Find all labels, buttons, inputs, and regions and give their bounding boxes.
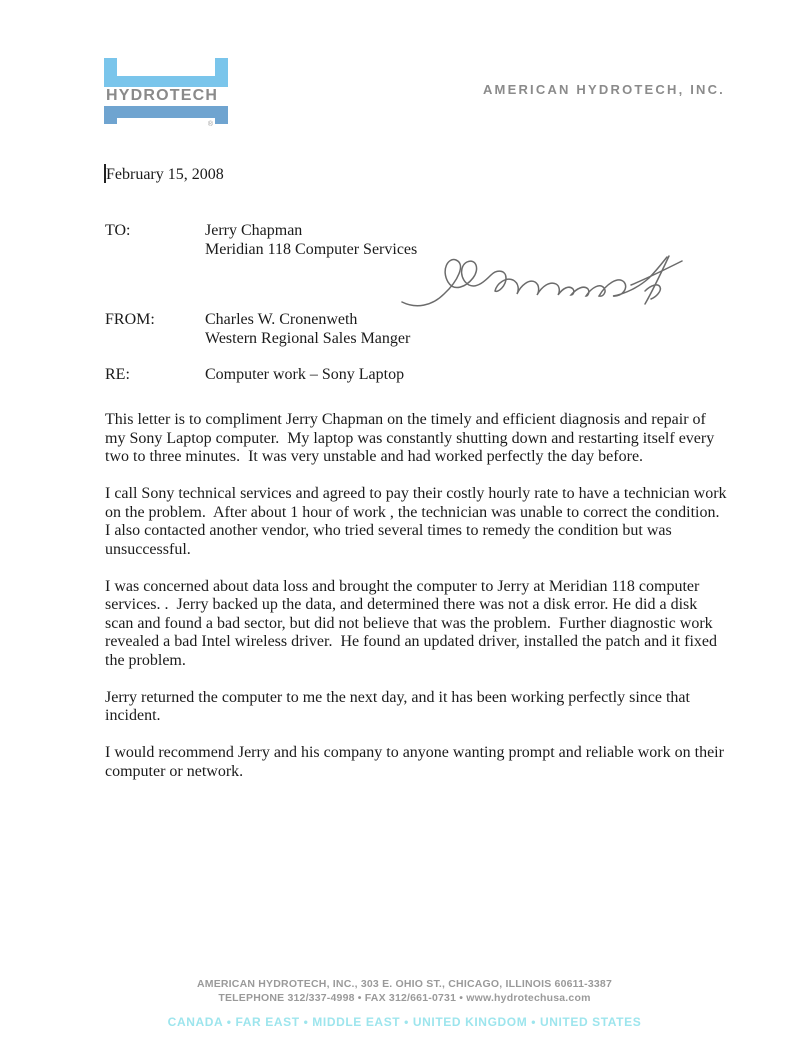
body-paragraph: I call Sony technical services and agreed to pay their costly hourly rate to have a technician work on the problem. After about 1 hour of work , the technician was unable to correct the condition. I also contacted another vendor, who tried several times to remedy the condition but was unsuccessful. — [105, 485, 731, 558]
body-paragraph: This letter is to compliment Jerry Chapman on the timely and efficient diagnosis and repair of my Sony Laptop computer. My laptop was constantly shutting down and restarting itself every two to three minutes. It was very unstable and had worked perfectly the day before. — [105, 411, 719, 465]
letter-body[interactable] — [105, 411, 731, 800]
handwritten-signature — [398, 252, 690, 314]
hydrotech-logo — [104, 58, 228, 128]
to-label: TO: — [105, 222, 131, 239]
to-values — [205, 222, 417, 259]
logo-beam-bar — [104, 106, 228, 118]
body-paragraph: Jerry returned the computer to me the next day, and it has been working perfectly since that incident. — [105, 688, 694, 724]
logo-beam-tab — [215, 106, 228, 124]
footer-regions: CANADA • FAR EAST • MIDDLE EAST • UNITED KINGDOM • UNITED STATES — [167, 1015, 642, 1029]
body-paragraph: I would recommend Jerry and his company to anyone wanting prompt and reliable work on their computer or network. — [105, 744, 728, 780]
to-company: Meridian 118 Computer Services — [205, 240, 418, 258]
from-label: FROM: — [105, 311, 155, 328]
letterhead-footer — [0, 977, 809, 1029]
company-name: AMERICAN HYDROTECH, INC. — [482, 82, 725, 97]
to-block — [105, 222, 417, 259]
body-paragraph: I was concerned about data loss and brought the computer to Jerry at Meridian 118 computer services. . Jerry backed up the data, and determined there was not a disk error. He did a disk scan and found a bad sector, but did not believe that was the problem. Further diagnostic work revealed a bad Intel wireless driver. He found an updated driver, installed the patch and it fixed the problem. — [105, 577, 722, 669]
logo-beam-tab — [104, 106, 117, 124]
logo-beam-tab — [215, 58, 228, 87]
registered-trademark-icon: ® — [207, 121, 213, 128]
from-name: Charles W. Cronenweth — [205, 311, 358, 328]
footer-contact: TELEPHONE 312/337-4998 • FAX 312/661-0731 • www.hydrotechusa.com — [218, 992, 591, 1004]
re-label: RE: — [105, 366, 130, 383]
logo-wordmark: HYDROTECH — [106, 87, 219, 104]
from-block — [105, 311, 410, 348]
from-title: Western Regional Sales Manger — [205, 329, 411, 347]
re-block — [105, 366, 404, 385]
from-values — [205, 311, 410, 348]
logo-beam-bar — [104, 76, 228, 87]
date-line: February 15, 2008 — [106, 166, 224, 183]
to-name: Jerry Chapman — [205, 222, 303, 239]
re-subject: Computer work – Sony Laptop — [205, 366, 405, 383]
footer-address: AMERICAN HYDROTECH, INC., 303 E. OHIO ST., CHICAGO, ILLINOIS 60611-3387 — [196, 978, 613, 990]
logo-ibeam-bottom-icon — [104, 106, 228, 128]
logo-ibeam-top-icon — [104, 58, 228, 87]
